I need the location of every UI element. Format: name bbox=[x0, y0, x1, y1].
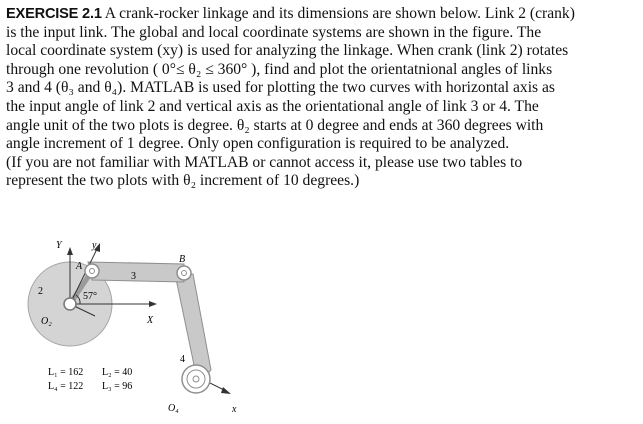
label-angle: 57° bbox=[83, 291, 97, 302]
problem-line-10: represent the two plots with θ₂ increment of 10 degrees.) bbox=[6, 172, 360, 190]
pivot-O4 bbox=[182, 365, 210, 393]
pin-A bbox=[85, 264, 99, 278]
label-dim-L2: L₂ = 40 bbox=[102, 367, 133, 378]
label-link-3: 3 bbox=[131, 271, 136, 282]
local-x-arrow bbox=[221, 387, 231, 394]
label-global-X: X bbox=[147, 315, 154, 326]
pin-O2 bbox=[64, 298, 76, 310]
pin-B bbox=[177, 266, 191, 280]
label-local-y: y bbox=[92, 240, 97, 251]
label-global-Y: Y bbox=[56, 240, 62, 251]
problem-line-7: angle unit of the two plots is degree. θ₂ starts at 0 degree and ends at 360 degrees with bbox=[6, 116, 544, 134]
label-link-2: 2 bbox=[38, 286, 43, 297]
problem-line-2: is the input link. The global and local coordinate systems are shown in the figure. The bbox=[6, 23, 542, 41]
problem-line-6: the input angle of link 2 and vertical axis as the orientational angle of link 3 or 4. The bbox=[6, 97, 539, 115]
problem-statement bbox=[6, 5, 640, 191]
problem-line-1: EXERCISE 2.1 A crank-rocker linkage and its dimensions are shown below. Link 2 (crank) bbox=[6, 5, 575, 22]
global-y-arrow bbox=[67, 247, 73, 255]
label-O4: O₄ bbox=[168, 403, 179, 414]
problem-line-9: (If you are not familiar with MATLAB or cannot access it, please use two tables to bbox=[6, 153, 523, 171]
link-3-coupler bbox=[88, 262, 184, 282]
linkage-figure bbox=[0, 232, 643, 424]
exercise-label: EXERCISE 2.1 bbox=[6, 6, 102, 22]
linkage-diagram bbox=[0, 232, 643, 424]
problem-line-8: angle increment of 1 degree. Only open configuration is required to be analyzed. bbox=[6, 135, 510, 153]
label-link-4: 4 bbox=[180, 354, 185, 365]
global-x-arrow bbox=[149, 301, 157, 307]
problem-line-3: local coordinate system (xy) is used for analyzing the linkage. When crank (link 2) rotates bbox=[6, 42, 569, 60]
label-dim-L3: L₃ = 96 bbox=[102, 381, 133, 392]
label-O2: O₂ bbox=[41, 316, 52, 327]
label-point-A: A bbox=[76, 261, 83, 272]
label-local-x: x bbox=[232, 404, 237, 415]
problem-line-4: through one revolution ( 0°≤ θ₂ ≤ 360° ), find and plot the orientatnional angles of links bbox=[6, 60, 553, 78]
label-dim-L1: L₁ = 162 bbox=[48, 367, 84, 378]
label-dim-L4: L₄ = 122 bbox=[48, 381, 84, 392]
label-point-B: B bbox=[179, 254, 186, 265]
problem-line-5: 3 and 4 (θ₃ and θ₄). MATLAB is used for plotting the two curves with horizontal axis as bbox=[6, 79, 555, 97]
